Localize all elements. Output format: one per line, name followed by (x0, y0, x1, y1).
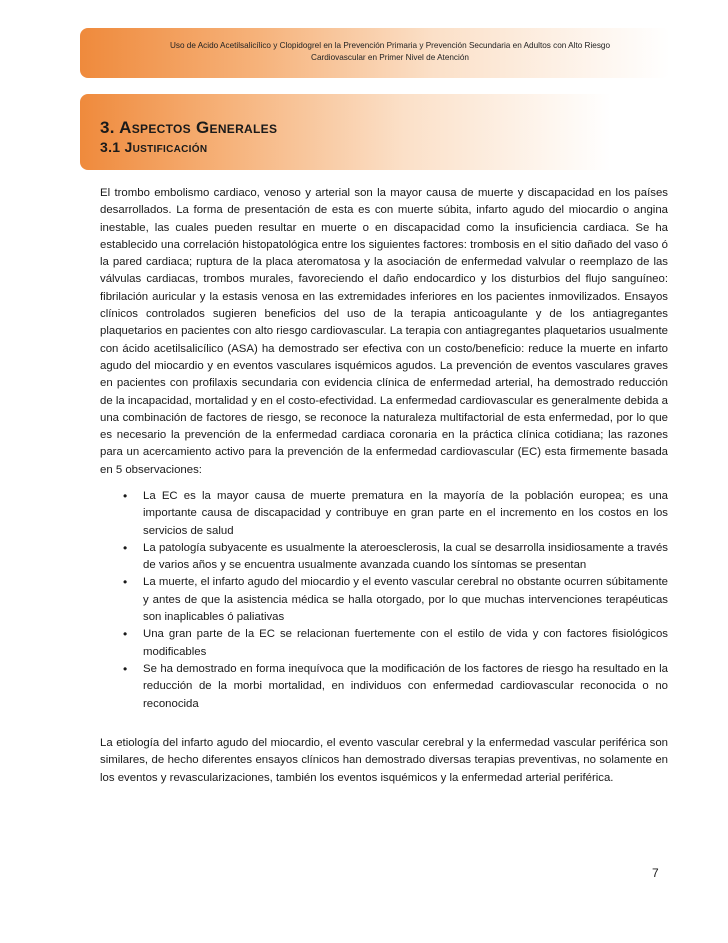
list-item (100, 574, 668, 626)
page-number: 7 (652, 866, 659, 880)
bullet-icon: • (123, 575, 128, 590)
bullet-icon: • (123, 489, 128, 503)
list-item (100, 661, 668, 713)
list-item-text: La patología subyacente es usualmente la ateroesclerosis, la cual se desarrolla insidiosamente a través de varios años y se encuentra usualmente avanzada cuando los síntomas se presentan (143, 541, 668, 572)
observations-list (100, 488, 668, 713)
running-header-line-2: Cardiovascular en Primer Nivel de Atención (311, 53, 469, 62)
bullet-icon: • (123, 627, 128, 642)
intro-paragraph: El trombo embolismo cardiaco, venoso y arterial son la mayor causa de muerte y discapacidad en los países desarrollados. La forma de presentación de esta es con muerte súbita, infarto agudo del miocardio o angina inestable, las cuales pueden resultar en muerte o en discapacidad como la insuficiencia cardiaca. Se ha establecido una correlación histopatológica entre los siguientes factores: trombosis en el sitio dañado del vaso ó la pared cardiaca; ruptura de la placa ateromatosa y la asociación de enfermedad valvular o reemplazo de las válvulas cardiacas, trombos murales, favoreciendo el daño endocardico y los disturbios del flujo sanguíneo: fibrilación auricular y la estasis venosa en las extremidades inferiores en los pacientes inmovilizados. Ensayos clínicos controlados sugieren beneficios del uso de la terapia anticoagulante y de los antiagregantes plaquetarios en pacientes con alto riesgo cardiovascular. La terapia con antiagregantes plaquetarios usualmente con ácido acetilsalicílico (ASA) ha demostrado ser efectiva con un costo/beneficio: reduce la muerte en infarto agudo del miocardio y en eventos vasculares isquémicos agudos. La prevención de eventos vasculares graves en pacientes con profilaxis secundaria con evidencia clínica de enfermedad arterial, ha demostrado reducción de la incapacidad, mortalidad y en el costo-efectividad. La enfermedad cardiovascular es generalmente debida a una combinación de factores de riesgo, se reconoce la naturaleza multifactorial de esta enfermedad, por lo que es necesario la prevención de la enfermedad cardiaca coronaria en la práctica clínica cotidiana; las razones para un acercamiento activo para la prevención de la enfermedad cardiovascular (EC) esta firmemente basada en 5 observaciones: (100, 187, 668, 476)
closing-paragraph: La etiología del infarto agudo del miocardio, el evento vascular cerebral y la enfermedad vascular periférica son similares, de hecho diferentes ensayos clínicos han demostrado diversas terapias preventivas, no solamente en los eventos y revascularizaciones, también los eventos isquémicos y la enfermedad arterial periférica. (100, 737, 668, 784)
bullet-icon: • (123, 540, 128, 555)
bullet-icon: • (123, 661, 128, 676)
list-item-text: Se ha demostrado en forma inequívoca que la modificación de los factores de riesgo ha resultado en la reducción de la morbi mortalidad, en individuos con enfermedad cardiovascular reconocida o no reconocida (143, 662, 668, 710)
running-header (110, 40, 670, 64)
subsection-title: 3.1 Justificación (100, 139, 208, 155)
list-item (100, 540, 668, 575)
list-item-text: La muerte, el infarto agudo del miocardio y el evento vascular cerebral no obstante ocurren súbitamente y antes de que la asistencia médica se halla otorgado, por lo que muchas intervenciones terapéuticas son inaplicables ó paliativas (143, 576, 668, 624)
list-item (100, 626, 668, 661)
list-item-text: La EC es la mayor causa de muerte prematura en la mayoría de la población europea; es una importante causa de discapacidad y contribuye en gran parte en el incremento en los costos en los servicios de salud (143, 490, 668, 537)
list-item (100, 488, 668, 540)
running-header-line-1: Uso de Acido Acetilsalicílico y Clopidogrel en la Prevención Primaria y Prevención Secundaria en Adultos con Alto Riesgo (169, 41, 611, 50)
section-title: 3. Aspectos Generales (100, 118, 278, 137)
list-item-text: Una gran parte de la EC se relacionan fuertemente con el estilo de vida y con factores fisiológicos modificables (143, 628, 668, 658)
